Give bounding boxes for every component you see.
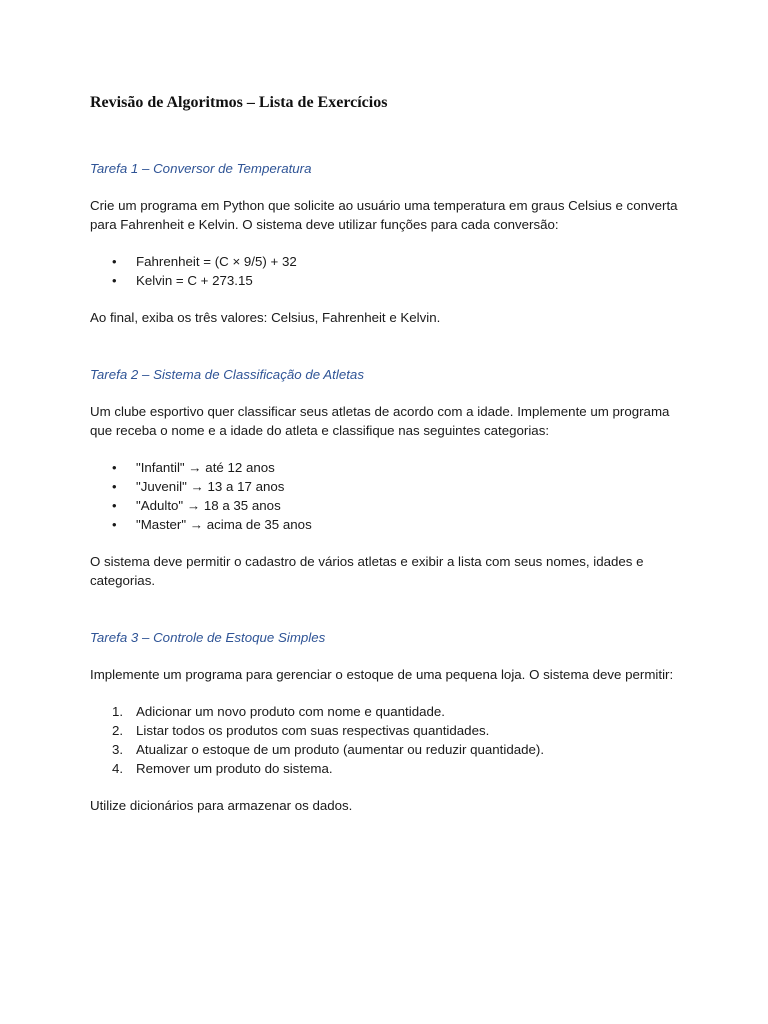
task-1-closing: Ao final, exiba os três valores: Celsius, Fahrenheit e Kelvin. xyxy=(90,310,441,325)
list-item-text: Remover um produto do sistema. xyxy=(136,761,333,776)
task-1-section xyxy=(90,159,680,327)
list-item xyxy=(90,759,680,778)
document-title: Revisão de Algoritmos – Lista de Exercícios xyxy=(90,94,388,111)
list-item-text: Listar todos os produtos com suas respectivas quantidades. xyxy=(136,723,490,738)
list-item xyxy=(90,496,680,515)
task-2-category-list xyxy=(90,458,680,534)
task-3-closing: Utilize dicionários para armazenar os dados. xyxy=(90,798,353,813)
number-marker: 3. xyxy=(112,742,124,757)
list-item xyxy=(90,458,680,477)
number-marker: 1. xyxy=(112,704,124,719)
task-2-heading: Tarefa 2 – Sistema de Classificação de Atletas xyxy=(90,367,364,382)
list-item xyxy=(90,477,680,496)
task-1-heading: Tarefa 1 – Conversor de Temperatura xyxy=(90,161,312,176)
task-3-feature-list xyxy=(90,702,680,778)
task-1-intro: Crie um programa em Python que solicite ao usuário uma temperatura em graus Celsius e converta para Fahrenheit e Kelvin. O sistema deve utilizar funções para cada conversão: xyxy=(90,198,678,232)
document-body xyxy=(90,92,680,833)
list-item xyxy=(90,702,680,721)
bullet-marker: • xyxy=(112,273,117,288)
task-3-heading: Tarefa 3 – Controle de Estoque Simples xyxy=(90,630,326,645)
number-marker: 4. xyxy=(112,761,124,776)
list-item-text: "Infantil" → até 12 anos xyxy=(136,460,275,475)
task-1-formula-list xyxy=(90,252,680,290)
list-item xyxy=(90,252,680,271)
bullet-marker: • xyxy=(112,479,117,494)
task-3-section xyxy=(90,628,680,815)
bullet-marker: • xyxy=(112,517,117,532)
bullet-marker: • xyxy=(112,254,117,269)
list-item xyxy=(90,515,680,534)
number-marker: 2. xyxy=(112,723,124,738)
list-item-text: "Juvenil" → 13 a 17 anos xyxy=(136,479,285,494)
list-item-text: "Master" → acima de 35 anos xyxy=(136,517,312,532)
list-item-text: Kelvin = C + 273.15 xyxy=(136,273,253,288)
task-2-closing: O sistema deve permitir o cadastro de vários atletas e exibir a lista com seus nomes, idades e categorias. xyxy=(90,554,644,588)
task-3-intro: Implemente um programa para gerenciar o estoque de uma pequena loja. O sistema deve permitir: xyxy=(90,667,674,682)
task-2-section xyxy=(90,365,680,590)
list-item xyxy=(90,271,680,290)
list-item xyxy=(90,721,680,740)
list-item-text: "Adulto" → 18 a 35 anos xyxy=(136,498,281,513)
list-item xyxy=(90,740,680,759)
bullet-marker: • xyxy=(112,460,117,475)
section-spacer xyxy=(90,608,680,628)
list-item-text: Adicionar um novo produto com nome e quantidade. xyxy=(136,704,445,719)
bullet-marker: • xyxy=(112,498,117,513)
list-item-text: Fahrenheit = (C × 9/5) + 32 xyxy=(136,254,297,269)
task-2-intro: Um clube esportivo quer classificar seus atletas de acordo com a idade. Implemente um programa que receba o nome e a idade do atleta e classifique nas seguintes categorias: xyxy=(90,404,670,438)
section-spacer xyxy=(90,345,680,365)
list-item-text: Atualizar o estoque de um produto (aumentar ou reduzir quantidade). xyxy=(136,742,545,757)
